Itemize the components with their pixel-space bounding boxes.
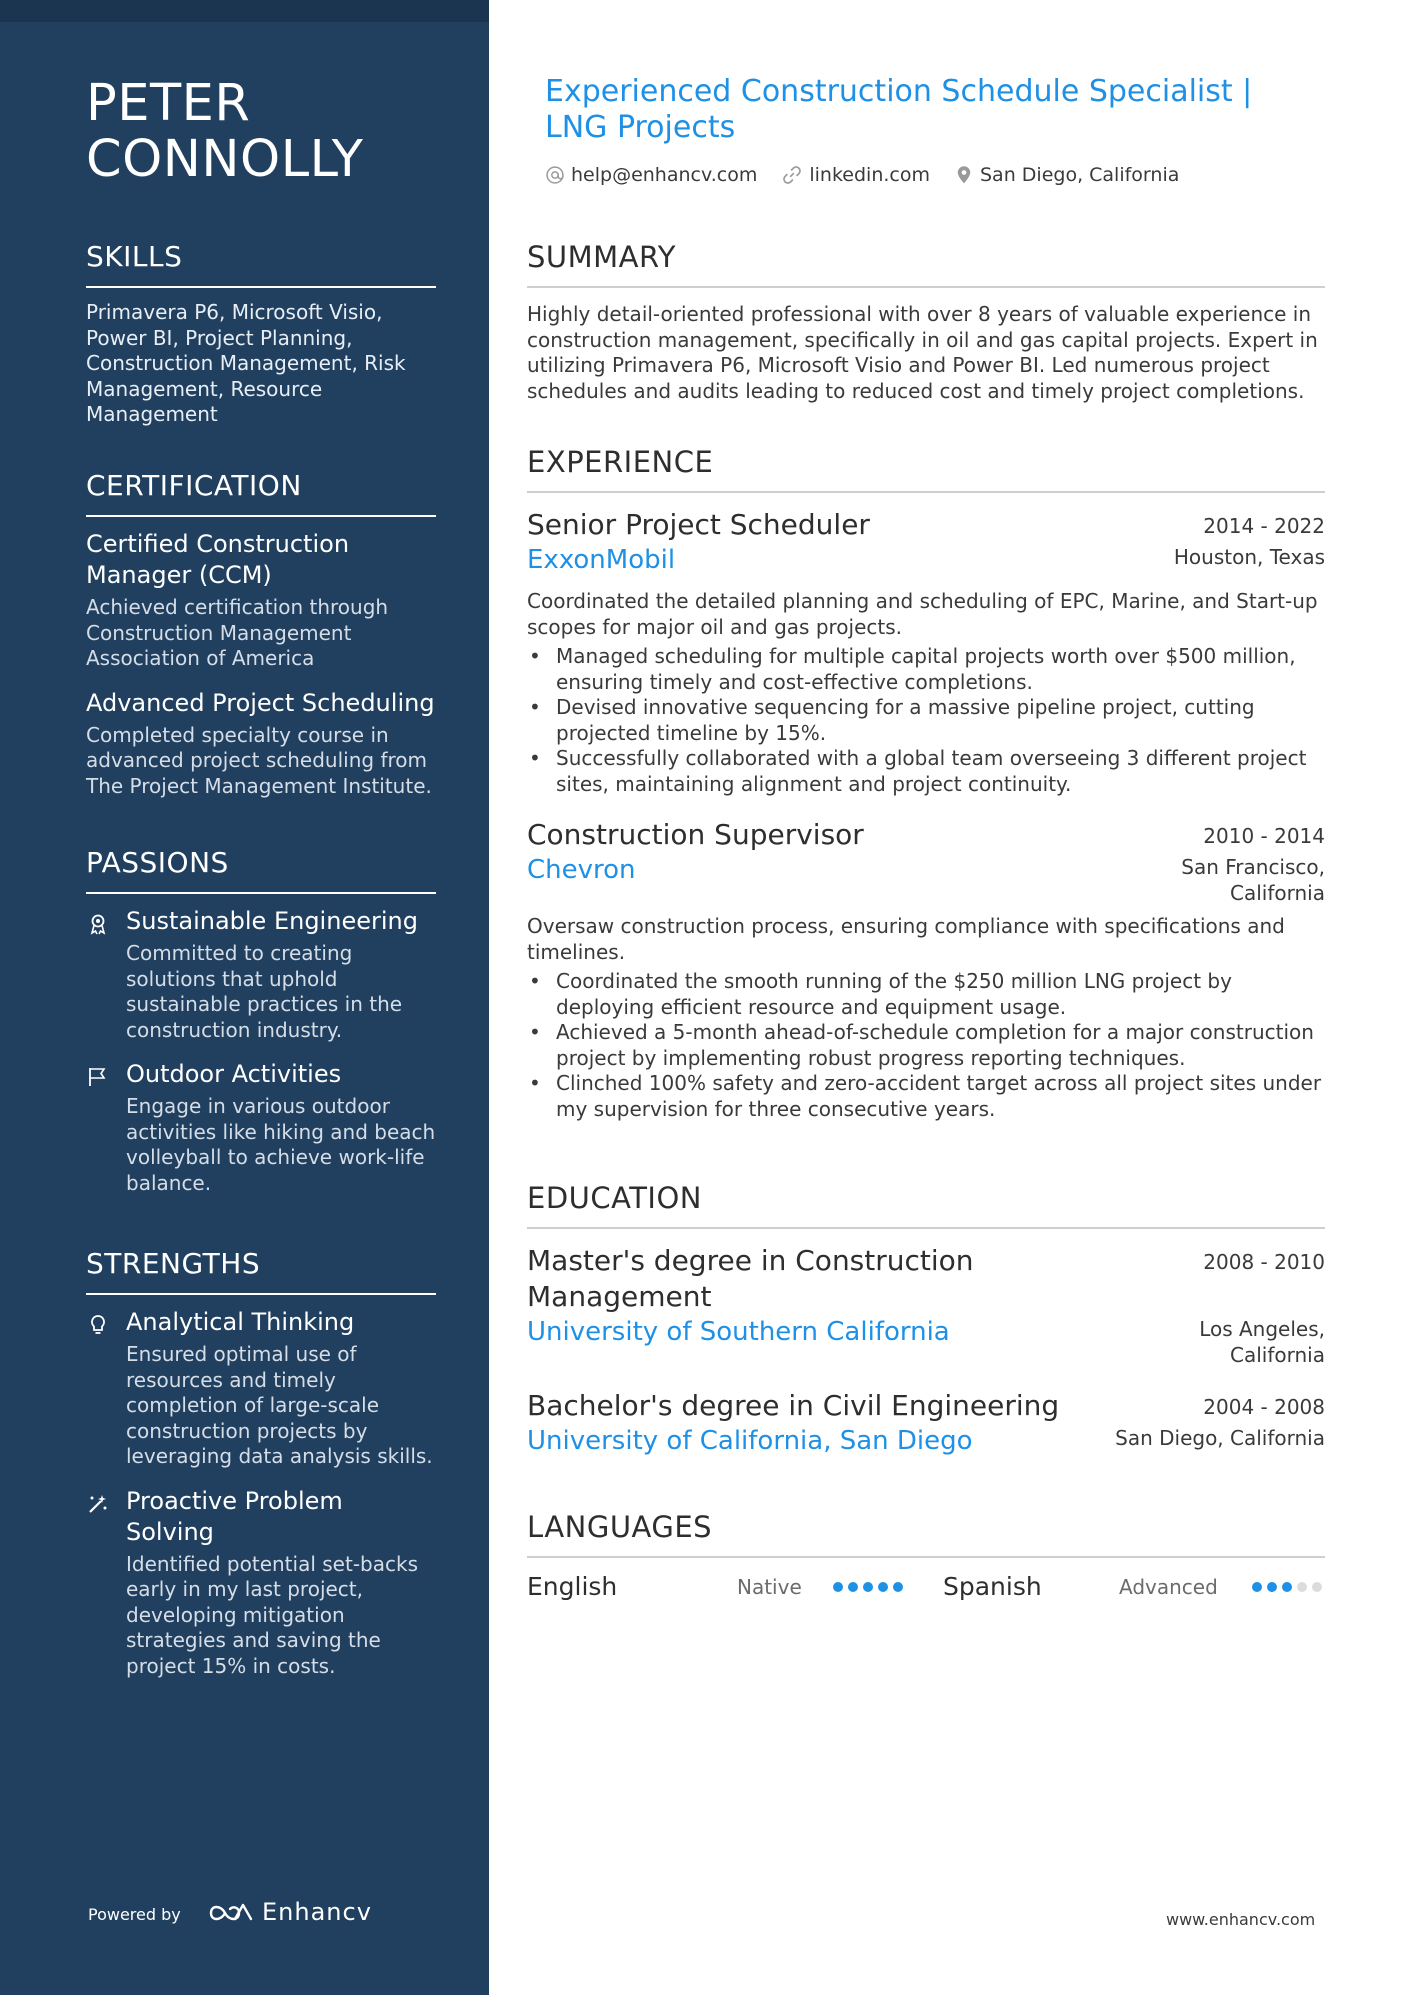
job-bullets: [527, 969, 1325, 1122]
strengths-heading: STRENGTHS: [86, 1247, 436, 1295]
contact-info: [545, 164, 1179, 186]
award-ribbon-icon: [86, 912, 110, 936]
education-location-line: Los Angeles,: [1199, 1317, 1325, 1341]
job-title: Senior Project Scheduler: [527, 508, 870, 541]
sidebar: [0, 0, 489, 1995]
passion-description: Committed to creating solutions that uphold sustainable practices in the construction industry.: [126, 941, 403, 1042]
language-rating: [1252, 1582, 1322, 1592]
languages-heading: LANGUAGES: [527, 1510, 1325, 1558]
company-name: Chevron: [527, 855, 636, 885]
certification-heading: CERTIFICATION: [86, 469, 436, 517]
language-level: Native: [737, 1575, 802, 1599]
job-location: Houston, Texas: [1173, 545, 1325, 569]
enhancv-logo[interactable]: [208, 1898, 372, 1926]
job-description: Coordinated the detailed planning and scheduling of EPC, Marine, and Start-up scopes for major oil and gas projects.: [527, 589, 1318, 639]
rating-dot-filled: [1282, 1582, 1292, 1592]
job-description: Oversaw construction process, ensuring compliance with specifications and timelines.: [527, 914, 1285, 964]
degree-title: Bachelor's degree in Civil Engineering: [527, 1389, 1060, 1422]
certification-description: Achieved certification through Construction Management Association of America: [86, 595, 389, 670]
passions-heading: PASSIONS: [86, 846, 436, 894]
education-location: San Diego, California: [1115, 1426, 1325, 1450]
passion-description: Engage in various outdoor activities like hiking and beach volleyball to achieve work-life balance.: [126, 1094, 436, 1195]
location-pin-icon: [954, 164, 974, 186]
certification-title: Certified Construction Manager (CCM): [86, 530, 350, 589]
rating-dot-filled: [893, 1582, 903, 1592]
job-dates: 2014 - 2022: [1203, 514, 1325, 538]
education-dates: 2008 - 2010: [1203, 1250, 1325, 1274]
rating-dot-filled: [1252, 1582, 1262, 1592]
enhancv-logo-icon: [208, 1900, 254, 1926]
strength-title: Analytical Thinking: [126, 1308, 355, 1336]
degree-title: Master's degree in Construction Management: [527, 1244, 974, 1313]
language-item: [943, 1570, 1322, 1604]
summary-heading: SUMMARY: [527, 240, 1325, 288]
passion-title: Sustainable Engineering: [126, 907, 418, 935]
powered-by-label: Powered by: [88, 1905, 181, 1924]
language-item: [527, 1570, 907, 1604]
strength-description: Identified potential set-backs early in my last project, developing mitigation strategies and saving the project 15% in costs.: [126, 1551, 418, 1678]
certification-title: Advanced Project Scheduling: [86, 688, 435, 717]
sidebar-top-strip: [0, 0, 489, 22]
email-text: help@enhancv.com: [571, 164, 758, 186]
passions-section: [86, 846, 436, 1196]
skills-text: Primavera P6, Microsoft Visio, Power BI, Project Planning, Construction Management, Risk Management, Resource Management: [86, 300, 406, 426]
certification-description: Completed specialty course in advanced project scheduling from The Project Management Institute.: [86, 722, 432, 798]
job-location-line: San Francisco,: [1181, 855, 1325, 879]
education-location-line: California: [1230, 1342, 1325, 1367]
job-bullet: • Devised innovative sequencing for a massive pipeline project, cutting projected timeline by 15%.: [527, 695, 1325, 746]
job-entry: [527, 817, 1325, 1122]
education-entry: [527, 1388, 1325, 1458]
email-contact[interactable]: [545, 164, 757, 186]
rating-dot-empty: [1297, 1582, 1307, 1592]
education-dates: 2004 - 2008: [1203, 1395, 1325, 1419]
skills-section: [86, 240, 436, 428]
linkedin-contact[interactable]: [781, 164, 930, 186]
location-text: San Diego, California: [980, 164, 1180, 186]
education-heading: EDUCATION: [527, 1181, 1325, 1229]
footer-url[interactable]: www.enhancv.com: [1166, 1910, 1316, 1929]
last-name: CONNOLLY: [86, 130, 364, 189]
job-bullet: • Achieved a 5-month ahead-of-schedule completion for a major construction project by implementing robust progress reporting techniques.: [527, 1020, 1325, 1071]
link-icon: [781, 164, 803, 186]
flag-icon: [86, 1065, 110, 1089]
lightbulb-icon: [86, 1313, 110, 1337]
school-name: University of California, San Diego: [527, 1426, 973, 1456]
language-name: English: [527, 1572, 618, 1601]
job-bullet: • Coordinated the smooth running of the $250 million LNG project by deploying efficient resource and equipment usage.: [527, 969, 1325, 1020]
experience-section: [527, 445, 1325, 1122]
experience-heading: EXPERIENCE: [527, 445, 1325, 493]
rating-dot-filled: [833, 1582, 843, 1592]
job-entry: [527, 507, 1325, 797]
summary-text: Highly detail-oriented professional with over 8 years of valuable experience in construction management, specifically in oil and gas capital projects. Expert in utilizing Primavera P6, Microsoft Visio and Power BI. Led numerous project schedules and audits leading to reduced cost and timely project completions.: [527, 302, 1318, 403]
skills-heading: SKILLS: [86, 240, 436, 288]
strength-item: [86, 1307, 436, 1470]
strength-description: Ensured optimal use of resources and timely completion of large-scale construction projects by leveraging data analysis skills.: [126, 1342, 433, 1468]
languages-section: [527, 1510, 1325, 1604]
enhancv-brand-name: Enhancv: [262, 1898, 372, 1926]
passion-item: [86, 906, 436, 1043]
at-icon: [545, 165, 565, 185]
candidate-name: [86, 76, 446, 188]
rating-dot-filled: [1267, 1582, 1277, 1592]
job-bullet: • Clinched 100% safety and zero-accident target across all project sites under my supervision for three consecutive years.: [527, 1071, 1325, 1122]
job-bullet: • Successfully collaborated with a global team overseeing 3 different project sites, maintaining alignment and project continuity.: [527, 746, 1325, 797]
rating-dot-filled: [848, 1582, 858, 1592]
certification-section: [86, 469, 436, 799]
linkedin-text: linkedin.com: [809, 164, 930, 186]
job-location: [1181, 855, 1325, 906]
rating-dot-filled: [863, 1582, 873, 1592]
job-bullet: • Managed scheduling for multiple capital projects worth over $500 million, ensuring timely and cost-effective completions.: [527, 644, 1325, 695]
language-level: Advanced: [1119, 1575, 1218, 1599]
resume-headline: Experienced Construction Schedule Specialist | LNG Projects: [545, 74, 1253, 145]
strength-item: [86, 1486, 436, 1680]
language-name: Spanish: [943, 1572, 1042, 1601]
location-contact: [954, 164, 1179, 186]
passion-item: [86, 1059, 436, 1196]
job-dates: 2010 - 2014: [1203, 824, 1325, 848]
rating-dot-empty: [1312, 1582, 1322, 1592]
job-bullets: [527, 644, 1325, 797]
passion-title: Outdoor Activities: [126, 1060, 342, 1088]
school-name: University of Southern California: [527, 1317, 950, 1347]
education-entry: [527, 1243, 1325, 1368]
job-title: Construction Supervisor: [527, 818, 864, 851]
strengths-section: [86, 1247, 436, 1679]
languages-row: [527, 1570, 1325, 1604]
magic-wand-icon: [86, 1492, 110, 1516]
language-rating: [833, 1582, 903, 1592]
education-location: [1199, 1317, 1325, 1368]
job-location-line: California: [1230, 880, 1325, 905]
company-name: ExxonMobil: [527, 545, 676, 575]
strength-title: Proactive Problem Solving: [126, 1486, 343, 1546]
rating-dot-filled: [878, 1582, 888, 1592]
summary-section: [527, 240, 1325, 404]
education-section: [527, 1181, 1325, 1458]
first-name: PETER: [86, 74, 251, 133]
